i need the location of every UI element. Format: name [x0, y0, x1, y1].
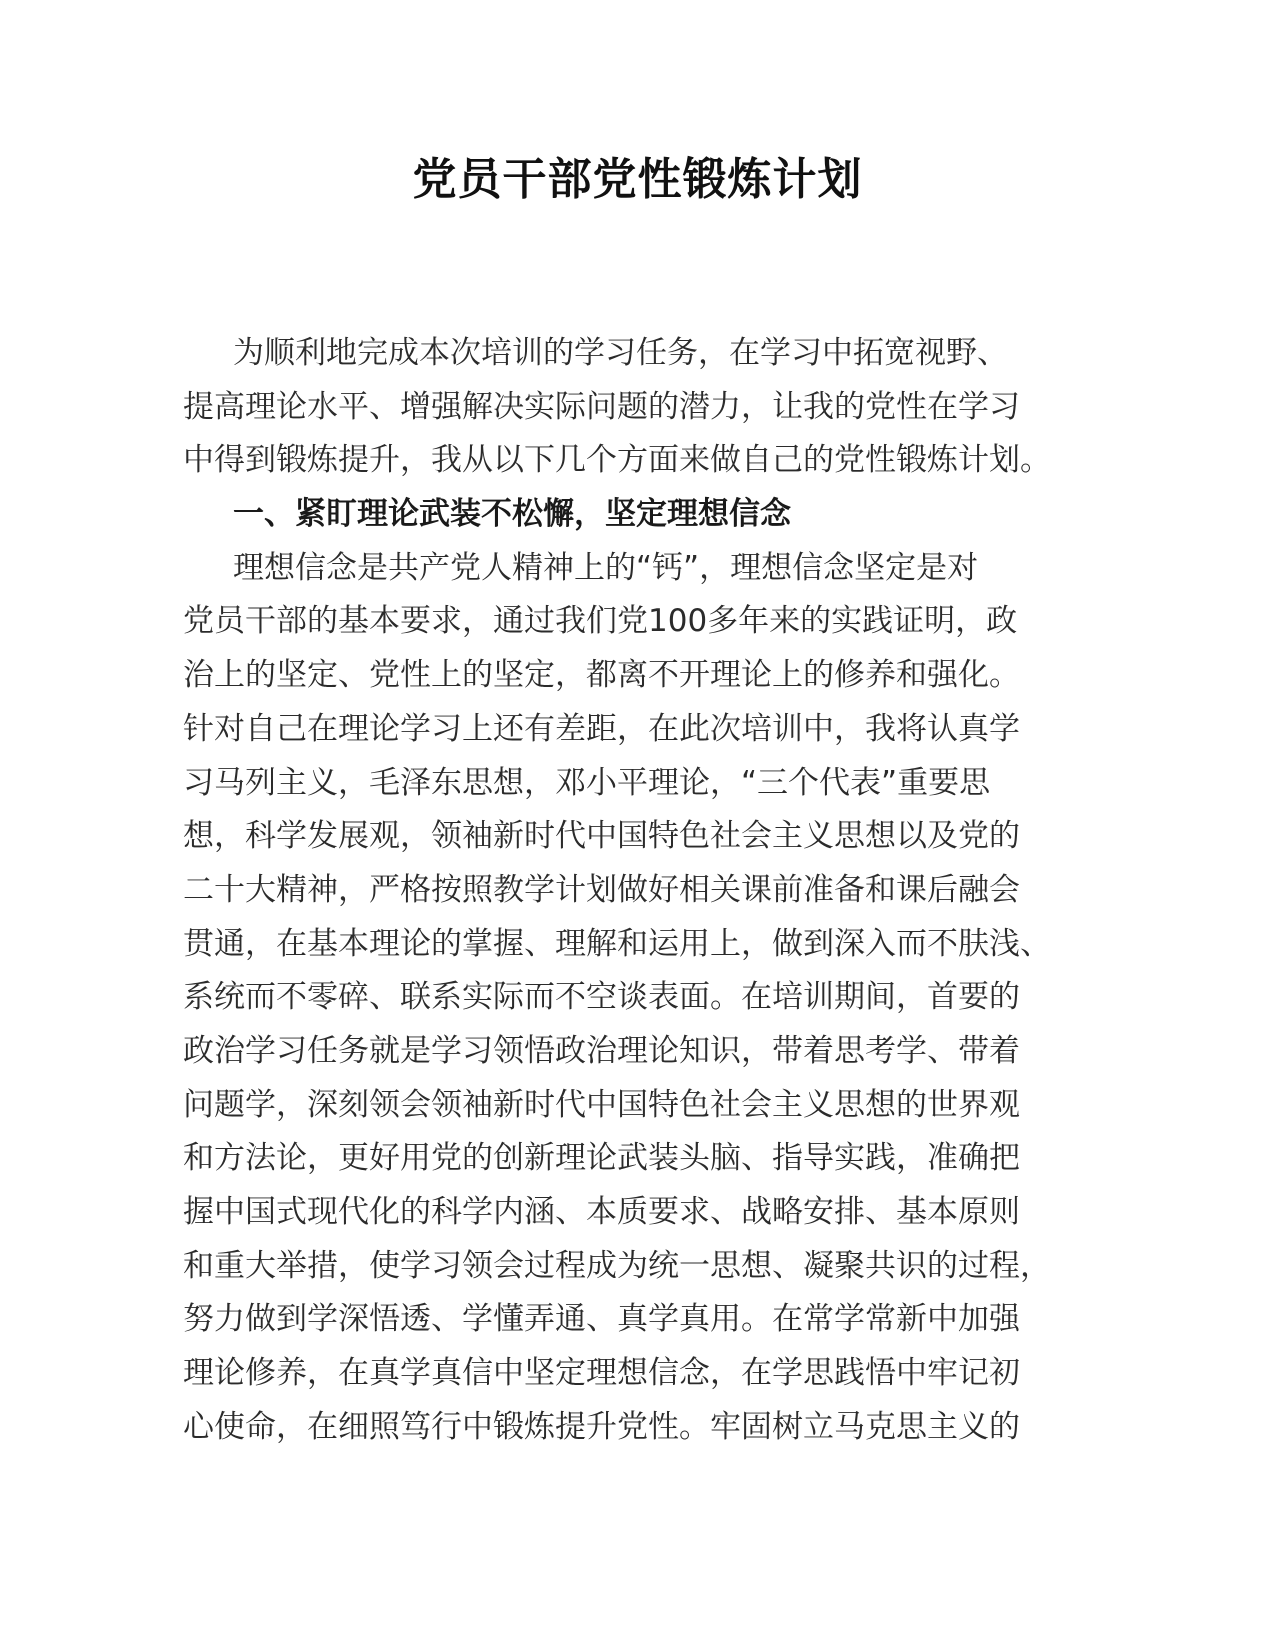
paragraph-line: 中得到锻炼提升，我从以下几个方面来做自己的党性锻炼计划。 [183, 442, 1051, 479]
paragraph-line: 握中国式现代化的科学内涵、本质要求、战略安排、基本原则 [183, 1194, 1020, 1230]
paragraph-line: 提高理论水平、增强解决实际问题的潜力，让我的党性在学习 [183, 388, 1020, 425]
paragraph-line: 心使命，在细照笃行中锻炼提升党性。牢固树立马克思主义的 [183, 1408, 1020, 1445]
paragraph-line: 习马列主义，毛泽东思想，邓小平理论，“三个代表”重要思 [183, 764, 991, 801]
paragraph-line: 想，科学发展观，领袖新时代中国特色社会主义思想以及党的 [183, 818, 1020, 855]
paragraph-line: 系统而不零碎、联系实际而不空谈表面。在培训期间，首要的 [183, 979, 1020, 1016]
paragraph-line: 二十大精神，严格按照教学计划做好相关课前准备和课后融会 [183, 871, 1020, 908]
paragraph-line: 和方法论，更好用党的创新理论武装头脑、指导实践，准确把 [183, 1140, 1020, 1177]
paragraph-line: 党员干部的基本要求，通过我们党100多年来的实践证明，政 [183, 603, 1018, 640]
paragraph-line: 针对自己在理论学习上还有差距，在此次培训中，我将认真学 [183, 710, 1020, 747]
paragraph-line: 理论修养，在真学真信中坚定理想信念，在学思践悟中牢记初 [183, 1355, 1020, 1392]
paragraph-line: 为顺利地完成本次培训的学习任务，在学习中拓宽视野、 [233, 335, 1008, 371]
paragraph-line: 理想信念是共产党人精神上的“钙”，理想信念坚定是对 [233, 549, 979, 586]
paragraph-line: 治上的坚定、党性上的坚定，都离不开理论上的修养和强化。 [183, 657, 1020, 694]
paragraph-line: 政治学习任务就是学习领悟政治理论知识，带着思考学、带着 [183, 1032, 1020, 1069]
paragraph-line: 问题学，深刻领会领袖新时代中国特色社会主义思想的世界观 [183, 1086, 1020, 1123]
document-body [183, 327, 1083, 1454]
paragraph-line: 贯通，在基本理论的掌握、理解和运用上，做到深入而不肤浅、 [183, 925, 1051, 962]
paragraph-line: 努力做到学深悟透、学懂弄通、真学真用。在常学常新中加强 [183, 1301, 1020, 1338]
document-title: 党员干部党性锻炼计划 [412, 154, 863, 205]
paragraph-line: 和重大举措，使学习领会过程成为统一思想、凝聚共识的过程， [183, 1247, 1051, 1284]
section-heading: 一、紧盯理论武装不松懈，坚定理想信念 [233, 496, 791, 533]
